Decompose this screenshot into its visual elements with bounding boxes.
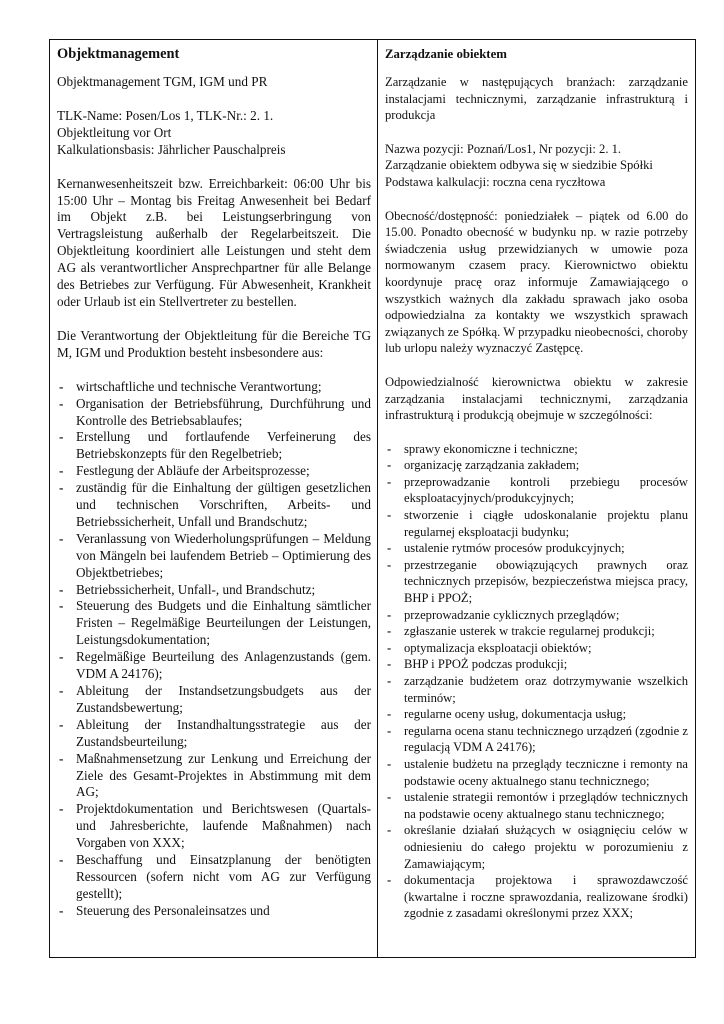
list-item: - przeprowadzanie cyklicznych przeglądów; <box>385 607 688 624</box>
list-item: - ustalenie rytmów procesów produkcyjnych; <box>385 540 688 557</box>
list-item: - optymalizacja eksploatacji obiektów; <box>385 640 688 657</box>
german-verantwortung-paragraph: Die Verantwortung der Objektleitung für die Bereiche TG M, IGM und Produktion besteht insbesondere aus: <box>57 327 371 360</box>
list-item: - Erstellung und fortlaufende Verfeinerung des Betriebskonzepts für den Regelbetrieb; <box>57 429 371 463</box>
polish-column <box>378 40 694 957</box>
list-item: - Organisation der Betriebsführung, Durchführung und Kontrolle des Betriebsablaufes; <box>57 396 371 430</box>
german-kernzeit-paragraph: Kernanwesenheitszeit bzw. Erreichbarkeit: 06:00 Uhr bis 15:00 Uhr – Montag bis Freitag Anwesenheit bei Bedarf im Objekt z.B. bei Leistungserbringung von Vertragsleistung außerhalb der Regelarbeitszeit. Die Objektleitung koordiniert alle Leistungen und steht dem AG als verantwortlicher Ansprechpartner für alle Belange des Betriebes zur Verfügung. Für Abwesenheit, Krankheit oder Urlaub ist ein Stellvertreter zu bestellen. <box>57 175 371 309</box>
spacer <box>57 362 371 379</box>
list-item: - organizację zarządzania zakładem; <box>385 457 688 474</box>
list-item: - Ableitung der Instandsetzungsbudgets aus der Zustandsbewertung; <box>57 683 371 717</box>
spacer <box>57 311 371 328</box>
list-item: - Beschaffung und Einsatzplanung der benötigten Ressourcen (sofern nicht vom AG zur Verfügung gestellt); <box>57 852 371 903</box>
list-item: - stworzenie i ciągłe udoskonalanie projektu planu regularnej eksploatacji budynku; <box>385 507 688 540</box>
list-item: - przestrzeganie obowiązujących prawnych oraz technicznych przepisów, bezpieczeństwa miejsca pracy, BHP i PPOŻ; <box>385 557 688 607</box>
spacer <box>385 357 688 374</box>
list-item: - zuständig für die Einhaltung der gültigen gesetzlichen und technischen Vorschriften, Arbeits- und Betriebssicherheit, Unfall und Brandschutz; <box>57 480 371 531</box>
spacer <box>385 191 688 208</box>
german-objektleitung: Objektleitung vor Ort <box>57 124 172 140</box>
polish-heading: Zarządzanie obiektem <box>385 47 507 61</box>
polish-odpowiedzialnosc-paragraph: Odpowiedzialność kierownictwa obiektu w zakresie zarządzania instalacjami technicznymi, zarządzania infrastrukturą i produkcją obejmuje w szczególności: <box>385 374 688 423</box>
polish-intro: Zarządzanie w następujących branżach: zarządzanie instalacjami technicznymi, zarządzanie infrastrukturą i produkcja <box>385 75 688 123</box>
list-item: - Ableitung der Instandhaltungsstrategie aus der Zustandsbeurteilung; <box>57 717 371 751</box>
polish-responsibility-list <box>385 441 688 922</box>
polish-siedziba: Zarządzanie obiektem odbywa się w siedzibie Spółki <box>385 158 653 173</box>
polish-kalkulacja: Podstawa kalkulacji: roczna cena ryczłtowa <box>385 174 606 189</box>
german-tlk-name: TLK-Name: Posen/Los 1, TLK-Nr.: 2. 1. <box>57 107 274 123</box>
german-responsibility-list <box>57 379 371 920</box>
spacer <box>385 124 688 141</box>
list-item: - Steuerung des Personaleinsatzes und <box>57 903 371 920</box>
german-heading: Objektmanagement <box>57 46 180 62</box>
list-item: - Betriebssicherheit, Unfall-, und Brandschutz; <box>57 582 371 599</box>
german-column <box>50 40 378 957</box>
list-item: - zgłaszanie usterek w trakcie regularnej produkcji; <box>385 623 688 640</box>
list-item: - Veranlassung von Wiederholungsprüfungen – Meldung von Mängeln bei laufendem Betrieb – Optimierung des Objektbetriebes; <box>57 531 371 582</box>
list-item: - zarządzanie budżetem oraz dotrzymywanie wszelkich terminów; <box>385 673 688 706</box>
list-item: - przeprowadzanie kontroli przebiegu procesów eksploatacyjnych/produkcyjnych; <box>385 474 688 507</box>
list-item: - Regelmäßige Beurteilung des Anlagenzustands (gem. VDM A 24176); <box>57 649 371 683</box>
list-item: - Steuerung des Budgets und die Einhaltung sämtlicher Fristen – Regelmäßige Beurteilungen der Leistungen, Leistungsdokumentation; <box>57 598 371 649</box>
german-subtitle: Objektmanagement TGM, IGM und PR <box>57 74 268 89</box>
list-item: - określanie działań służących w osiągnięciu celów w odniesieniu do całego projektu w porozumieniu z Zamawiającym; <box>385 822 688 872</box>
document-table <box>49 39 696 958</box>
spacer <box>57 159 371 176</box>
polish-pozycja: Nazwa pozycji: Poznań/Los1, Nr pozycji: 2. 1. <box>385 141 622 156</box>
list-item: - BHP i PPOŻ podczas produkcji; <box>385 656 688 673</box>
list-item: - regularna ocena stanu technicznego urządzeń (zgodnie z regulacją VDM A 24176); <box>385 723 688 756</box>
list-item: - ustalenie budżetu na przeglądy teczniczne i remonty na podstawie oceny aktualnego stanu technicznego; <box>385 756 688 789</box>
list-item: - regularne oceny usług, dokumentacja usług; <box>385 706 688 723</box>
spacer <box>57 91 371 108</box>
list-item: - Festlegung der Abläufe der Arbeitsprozesse; <box>57 463 371 480</box>
polish-obecnosc-paragraph: Obecność/dostępność: poniedziałek – piątek od 6.00 do 15.00. Ponadto obecność w budynku np. w razie potrzeby świadczenia usług przewidzianych w umowie poza normowanym czasem pracy. Kierownictwo obiektu koordynuje pracę oraz informuje Zamawiającego o wszystkich ważnych dla zakładu sprawach jako osoba odpowiedzialna za kontakty we wszystkich sprawach związanych ze Spółką. W przypadku nieobecności, choroby lub urlopu należy wyznaczyć Zastępcę. <box>385 208 688 356</box>
list-item: - Projektdokumentation und Berichtswesen (Quartals- und Jahresberichte, laufende Maßnahmen) nach Vorgaben von XXX; <box>57 801 371 852</box>
list-item: - sprawy ekonomiczne i techniczne; <box>385 441 688 458</box>
spacer <box>385 424 688 441</box>
list-item: - Maßnahmensetzung zur Lenkung und Erreichung der Ziele des Gesamt-Projektes in Abstimmung mit dem AG; <box>57 751 371 802</box>
list-item: - dokumentacja projektowa i sprawozdawczość (kwartalne i roczne sprawozdania, realizowane środki) zgodnie z zasadami określonymi przez XXX; <box>385 872 688 922</box>
list-item: - ustalenie strategii remontów i przeglądów technicznych na podstawie oceny aktualnego stanu technicznego; <box>385 789 688 822</box>
list-item: - wirtschaftliche und technische Verantwortung; <box>57 379 371 396</box>
german-kalkulation: Kalkulationsbasis: Jährlicher Pauschalpreis <box>57 141 286 157</box>
